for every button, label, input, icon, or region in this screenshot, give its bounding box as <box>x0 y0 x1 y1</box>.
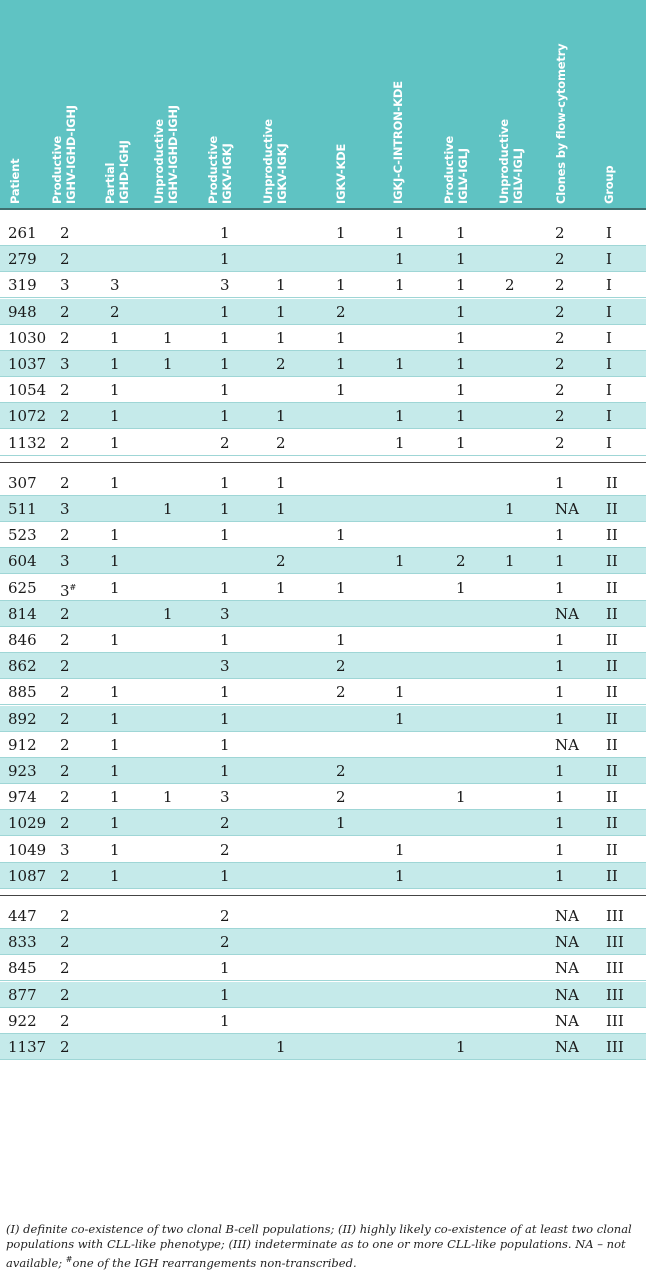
cell-patient: 1137 <box>8 1038 47 1056</box>
cell-partial: 1 <box>110 735 120 754</box>
cell-prod_igkv: 1 <box>220 709 230 728</box>
cell-partial: 1 <box>110 355 120 373</box>
cell-clones: 2 <box>555 250 565 269</box>
cell-igkv_kde: 1 <box>336 814 346 833</box>
cell-clones: NA <box>555 985 579 1004</box>
cell-patient: 447 <box>8 907 37 925</box>
cell-igkj_intron: 1 <box>395 407 405 426</box>
cell-clones: 2 <box>555 355 565 373</box>
cell-partial: 1 <box>110 407 120 426</box>
cell-patient: 1037 <box>8 355 47 373</box>
cell-patient: 885 <box>8 683 37 702</box>
cell-igkv_kde: 2 <box>336 762 346 780</box>
cell-prod_igkv: 3 <box>220 657 230 676</box>
table-row <box>0 863 646 889</box>
cell-clones: 1 <box>555 631 565 649</box>
cell-igkv_kde: 2 <box>336 657 346 676</box>
cell-partial: 1 <box>110 788 120 807</box>
cell-patient: 523 <box>8 526 37 545</box>
cell-group: I <box>606 224 612 242</box>
cell-prod_igkv: 1 <box>220 985 230 1004</box>
cell-patient: 1054 <box>8 381 47 400</box>
cell-unprod_igkv: 1 <box>276 578 286 597</box>
cell-patient: 1087 <box>8 866 47 885</box>
cell-patient: 922 <box>8 1011 37 1030</box>
header-col-clones <box>554 0 602 208</box>
table-row <box>0 548 646 574</box>
cell-group: II <box>606 604 618 623</box>
cell-patient: 912 <box>8 735 37 754</box>
cell-patient: 1132 <box>8 433 47 452</box>
cell-unprod_iglv: 1 <box>505 552 515 571</box>
cell-clones: NA <box>555 1011 579 1030</box>
cell-patient: 845 <box>8 959 37 978</box>
cell-prod_ighv: 3 <box>60 355 70 373</box>
cell-patient: 862 <box>8 657 37 676</box>
cell-group: II <box>606 473 618 492</box>
cell-prod_iglv: 1 <box>456 224 466 242</box>
cell-group: I <box>606 381 612 400</box>
cell-prod_ighv: 2 <box>60 866 70 885</box>
cell-clones: 1 <box>555 709 565 728</box>
cell-igkj_intron: 1 <box>395 355 405 373</box>
cell-prod_ighv: 3# <box>60 581 77 600</box>
cell-igkv_kde: 1 <box>336 328 346 347</box>
cell-prod_ighv: 2 <box>60 224 70 242</box>
cell-partial: 3 <box>110 276 120 295</box>
cell-clones: 1 <box>555 657 565 676</box>
cell-clones: 1 <box>555 762 565 780</box>
header-label: IGKJ-C-INTRON-KDE <box>391 81 405 204</box>
cell-prod_ighv: 2 <box>60 683 70 702</box>
cell-prod_ighv: 3 <box>60 276 70 295</box>
cell-prod_igkv: 1 <box>220 224 230 242</box>
cell-prod_iglv: 1 <box>456 433 466 452</box>
cell-group: II <box>606 552 618 571</box>
cell-prod_iglv: 1 <box>456 302 466 321</box>
cell-igkv_kde: 1 <box>336 631 346 649</box>
cell-igkj_intron: 1 <box>395 276 405 295</box>
cell-prod_iglv: 1 <box>456 381 466 400</box>
cell-patient: 604 <box>8 552 37 571</box>
cell-prod_igkv: 1 <box>220 735 230 754</box>
header-label: IGHD-IGHJ <box>117 140 131 204</box>
cell-unprod_igkv: 2 <box>276 433 286 452</box>
cell-prod_igkv: 2 <box>220 840 230 859</box>
cell-group: II <box>606 683 618 702</box>
cell-prod_igkv: 3 <box>220 788 230 807</box>
cell-prod_ighv: 2 <box>60 381 70 400</box>
cell-clones: 2 <box>555 407 565 426</box>
cell-prod_igkv: 1 <box>220 302 230 321</box>
cell-clones: 1 <box>555 526 565 545</box>
cell-patient: 948 <box>8 302 37 321</box>
cell-prod_ighv: 2 <box>60 985 70 1004</box>
cell-unprod_ighv: 1 <box>163 355 173 373</box>
cell-prod_iglv: 1 <box>456 276 466 295</box>
cell-group: I <box>606 407 612 426</box>
header-col-prod_ighv <box>50 0 98 208</box>
cell-clones: 2 <box>555 433 565 452</box>
table-row <box>0 627 646 653</box>
header-col-prod_iglv <box>442 0 490 208</box>
cell-group: III <box>606 959 624 978</box>
cell-unprod_ighv: 1 <box>163 788 173 807</box>
cell-prod_igkv: 1 <box>220 959 230 978</box>
table-row <box>0 929 646 955</box>
header-label: Unproductive <box>261 119 275 204</box>
cell-prod_ighv: 2 <box>60 250 70 269</box>
table-row <box>0 377 646 403</box>
cell-prod_igkv: 1 <box>220 407 230 426</box>
cell-prod_ighv: 2 <box>60 433 70 452</box>
cell-clones: 1 <box>555 840 565 859</box>
cell-group: II <box>606 735 618 754</box>
cell-unprod_iglv: 2 <box>505 276 515 295</box>
cell-unprod_igkv: 1 <box>276 276 286 295</box>
cell-unprod_ighv: 1 <box>163 604 173 623</box>
cell-clones: 1 <box>555 814 565 833</box>
cell-patient: 833 <box>8 933 37 952</box>
cell-igkj_intron: 1 <box>395 683 405 702</box>
cell-clones: 2 <box>555 224 565 242</box>
cell-prod_igkv: 1 <box>220 631 230 649</box>
cell-group: II <box>606 840 618 859</box>
cell-partial: 1 <box>110 578 120 597</box>
header-label: Productive <box>442 136 456 204</box>
cell-prod_ighv: 3 <box>60 840 70 859</box>
cell-prod_iglv: 1 <box>456 788 466 807</box>
table-row <box>0 903 646 929</box>
cell-prod_igkv: 3 <box>220 604 230 623</box>
header-label: IGLV-IGLJ <box>511 148 525 204</box>
cell-unprod_ighv: 1 <box>163 328 173 347</box>
table-row <box>0 220 646 246</box>
header-col-prod_igkv <box>206 0 254 208</box>
cell-clones: NA <box>555 604 579 623</box>
cell-partial: 1 <box>110 381 120 400</box>
cell-unprod_igkv: 1 <box>276 500 286 518</box>
cell-patient: 307 <box>8 473 37 492</box>
header-label: Unproductive <box>497 119 511 204</box>
cell-clones: 2 <box>555 302 565 321</box>
table-row <box>0 325 646 351</box>
group-separator <box>0 895 646 896</box>
cell-prod_igkv: 1 <box>220 1011 230 1030</box>
cell-clones: 1 <box>555 683 565 702</box>
cell-group: I <box>606 302 612 321</box>
cell-unprod_iglv: 1 <box>505 500 515 518</box>
cell-prod_ighv: 2 <box>60 933 70 952</box>
table-row <box>0 403 646 429</box>
table-row <box>0 982 646 1008</box>
header-label: IGLV-IGLJ <box>456 148 470 204</box>
cell-prod_igkv: 1 <box>220 866 230 885</box>
table-row <box>0 955 646 981</box>
cell-igkj_intron: 1 <box>395 433 405 452</box>
table-row <box>0 246 646 272</box>
cell-prod_iglv: 1 <box>456 355 466 373</box>
cell-partial: 2 <box>110 302 120 321</box>
cell-group: II <box>606 526 618 545</box>
cell-clones: NA <box>555 959 579 978</box>
cell-partial: 1 <box>110 328 120 347</box>
group-separator <box>0 462 646 463</box>
cell-unprod_igkv: 1 <box>276 1038 286 1056</box>
header-label: Productive <box>206 136 220 204</box>
table-row <box>0 575 646 601</box>
header-label: Partial <box>103 162 117 204</box>
header-label: IGHV-IGHD-IGHJ <box>64 105 78 204</box>
cell-group: II <box>606 631 618 649</box>
cell-prod_iglv: 1 <box>456 1038 466 1056</box>
cell-partial: 1 <box>110 762 120 780</box>
cell-prod_igkv: 2 <box>220 814 230 833</box>
cell-prod_igkv: 1 <box>220 473 230 492</box>
cell-group: I <box>606 276 612 295</box>
cell-group: II <box>606 709 618 728</box>
cell-prod_igkv: 2 <box>220 907 230 925</box>
table-row <box>0 1034 646 1060</box>
cell-prod_ighv: 2 <box>60 473 70 492</box>
cell-clones: NA <box>555 500 579 518</box>
cell-group: I <box>606 355 612 373</box>
cell-patient: 892 <box>8 709 37 728</box>
cell-igkv_kde: 1 <box>336 526 346 545</box>
header-label: IGHV-IGHD-IGHJ <box>166 105 180 204</box>
cell-prod_ighv: 2 <box>60 814 70 833</box>
header-col-igkv_kde <box>334 0 382 208</box>
table-row <box>0 496 646 522</box>
table-row <box>0 470 646 496</box>
cell-patient: 846 <box>8 631 37 649</box>
cell-partial: 1 <box>110 631 120 649</box>
cell-igkj_intron: 1 <box>395 840 405 859</box>
cell-prod_ighv: 2 <box>60 328 70 347</box>
cell-prod_ighv: 2 <box>60 407 70 426</box>
cell-igkj_intron: 1 <box>395 250 405 269</box>
table-row <box>0 351 646 377</box>
cell-patient: 279 <box>8 250 37 269</box>
table-row <box>0 299 646 325</box>
cell-igkv_kde: 1 <box>336 276 346 295</box>
cell-group: III <box>606 1038 624 1056</box>
cell-prod_ighv: 2 <box>60 657 70 676</box>
cell-prod_iglv: 1 <box>456 328 466 347</box>
cell-patient: 261 <box>8 224 37 242</box>
cell-group: III <box>606 907 624 925</box>
cell-prod_ighv: 2 <box>60 735 70 754</box>
header-col-patient <box>8 0 56 208</box>
header-label: Patient <box>8 158 22 204</box>
cell-igkv_kde: 1 <box>336 381 346 400</box>
cell-prod_iglv: 1 <box>456 407 466 426</box>
table-row <box>0 1008 646 1034</box>
header-col-unprod_iglv <box>497 0 545 208</box>
header-col-group <box>602 0 646 208</box>
cell-prod_ighv: 2 <box>60 788 70 807</box>
cell-patient: 923 <box>8 762 37 780</box>
cell-prod_ighv: 2 <box>60 709 70 728</box>
cell-unprod_igkv: 1 <box>276 473 286 492</box>
cell-clones: 1 <box>555 578 565 597</box>
cell-group: II <box>606 500 618 518</box>
cell-prod_ighv: 2 <box>60 526 70 545</box>
cell-group: II <box>606 578 618 597</box>
cell-clones: 2 <box>555 328 565 347</box>
cell-prod_ighv: 3 <box>60 500 70 518</box>
cell-igkv_kde: 2 <box>336 788 346 807</box>
table-footnote: (I) definite co-existence of two clonal B-cell populations; (II) highly likely co-existence of at least two clonal populations with CLL-like phenotype; (III) indeterminate as to one or more CLL-like populations. NA – not available; #one of the IGH rearrangements non-transcribed. <box>6 1222 632 1270</box>
header-col-partial <box>103 0 151 208</box>
cell-patient: 319 <box>8 276 37 295</box>
cell-patient: 1049 <box>8 840 47 859</box>
cell-partial: 1 <box>110 433 120 452</box>
cell-clones: 1 <box>555 473 565 492</box>
header-col-unprod_ighv <box>152 0 200 208</box>
table-row <box>0 706 646 732</box>
cell-clones: NA <box>555 933 579 952</box>
header-label: Group <box>602 165 616 204</box>
cell-group: I <box>606 328 612 347</box>
cell-unprod_igkv: 1 <box>276 407 286 426</box>
cell-group: I <box>606 250 612 269</box>
cell-group: II <box>606 788 618 807</box>
cell-group: II <box>606 866 618 885</box>
cell-clones: 1 <box>555 788 565 807</box>
cell-igkv_kde: 1 <box>336 224 346 242</box>
cell-partial: 1 <box>110 552 120 571</box>
cell-clones: 1 <box>555 866 565 885</box>
cell-clones: 2 <box>555 276 565 295</box>
cell-group: II <box>606 762 618 780</box>
cell-partial: 1 <box>110 683 120 702</box>
cell-clones: NA <box>555 735 579 754</box>
cell-prod_igkv: 3 <box>220 276 230 295</box>
cell-prod_igkv: 1 <box>220 526 230 545</box>
cell-igkv_kde: 2 <box>336 683 346 702</box>
cell-prod_ighv: 2 <box>60 907 70 925</box>
cell-igkj_intron: 1 <box>395 866 405 885</box>
header-col-unprod_igkv <box>261 0 309 208</box>
cell-partial: 1 <box>110 473 120 492</box>
cell-group: III <box>606 933 624 952</box>
cell-prod_igkv: 1 <box>220 328 230 347</box>
cell-partial: 1 <box>110 840 120 859</box>
table-row <box>0 522 646 548</box>
cell-group: III <box>606 985 624 1004</box>
cell-prod_igkv: 1 <box>220 500 230 518</box>
table-row <box>0 810 646 836</box>
cell-igkj_intron: 1 <box>395 709 405 728</box>
cell-group: II <box>606 814 618 833</box>
cell-unprod_ighv: 1 <box>163 500 173 518</box>
cell-prod_ighv: 2 <box>60 631 70 649</box>
cell-prod_iglv: 1 <box>456 250 466 269</box>
header-label: Clones by flow-cytometry <box>554 43 568 204</box>
table-header <box>0 0 646 210</box>
cell-unprod_igkv: 2 <box>276 355 286 373</box>
cell-patient: 877 <box>8 985 37 1004</box>
cell-prod_igkv: 2 <box>220 433 230 452</box>
cell-clones: 2 <box>555 381 565 400</box>
cell-igkv_kde: 1 <box>336 355 346 373</box>
cell-group: II <box>606 657 618 676</box>
cell-clones: NA <box>555 1038 579 1056</box>
cell-prod_ighv: 3 <box>60 552 70 571</box>
header-col-igkj_intron <box>391 0 439 208</box>
cell-patient: 1072 <box>8 407 47 426</box>
table-row <box>0 837 646 863</box>
cell-prod_igkv: 1 <box>220 683 230 702</box>
cell-prod_igkv: 1 <box>220 250 230 269</box>
cell-igkv_kde: 1 <box>336 578 346 597</box>
cell-prod_ighv: 2 <box>60 302 70 321</box>
cell-prod_ighv: 2 <box>60 959 70 978</box>
cell-prod_igkv: 1 <box>220 381 230 400</box>
table-row <box>0 679 646 705</box>
cell-clones: 1 <box>555 552 565 571</box>
cell-partial: 1 <box>110 526 120 545</box>
cell-prod_iglv: 2 <box>456 552 466 571</box>
cell-patient: 814 <box>8 604 37 623</box>
table-row <box>0 784 646 810</box>
cell-prod_ighv: 2 <box>60 762 70 780</box>
cell-prod_iglv: 1 <box>456 578 466 597</box>
cell-patient: 511 <box>8 500 37 518</box>
cell-prod_igkv: 2 <box>220 933 230 952</box>
cell-igkj_intron: 1 <box>395 224 405 242</box>
cell-patient: 625 <box>8 578 37 597</box>
header-label: IGKV-IGKJ <box>275 143 289 204</box>
cell-partial: 1 <box>110 866 120 885</box>
cell-patient: 1030 <box>8 328 47 347</box>
table-row <box>0 601 646 627</box>
cell-partial: 1 <box>110 709 120 728</box>
cell-patient: 1029 <box>8 814 47 833</box>
header-label: IGKV-IGKJ <box>220 143 234 204</box>
cell-prod_ighv: 2 <box>60 604 70 623</box>
cell-igkj_intron: 1 <box>395 552 405 571</box>
cell-group: I <box>606 433 612 452</box>
cell-igkv_kde: 2 <box>336 302 346 321</box>
table-row <box>0 653 646 679</box>
cell-partial: 1 <box>110 814 120 833</box>
cell-prod_igkv: 1 <box>220 355 230 373</box>
header-label: IGKV-KDE <box>334 143 348 204</box>
table-row <box>0 732 646 758</box>
cell-prod_ighv: 2 <box>60 1038 70 1056</box>
table-row <box>0 430 646 456</box>
cell-unprod_igkv: 1 <box>276 302 286 321</box>
cell-unprod_igkv: 2 <box>276 552 286 571</box>
header-label: Unproductive <box>152 119 166 204</box>
cell-clones: NA <box>555 907 579 925</box>
cell-patient: 974 <box>8 788 37 807</box>
table-row <box>0 758 646 784</box>
cell-unprod_igkv: 1 <box>276 328 286 347</box>
cell-prod_ighv: 2 <box>60 1011 70 1030</box>
cell-group: III <box>606 1011 624 1030</box>
header-label: Productive <box>50 136 64 204</box>
cell-prod_igkv: 1 <box>220 578 230 597</box>
cell-prod_igkv: 1 <box>220 762 230 780</box>
table-row <box>0 272 646 298</box>
